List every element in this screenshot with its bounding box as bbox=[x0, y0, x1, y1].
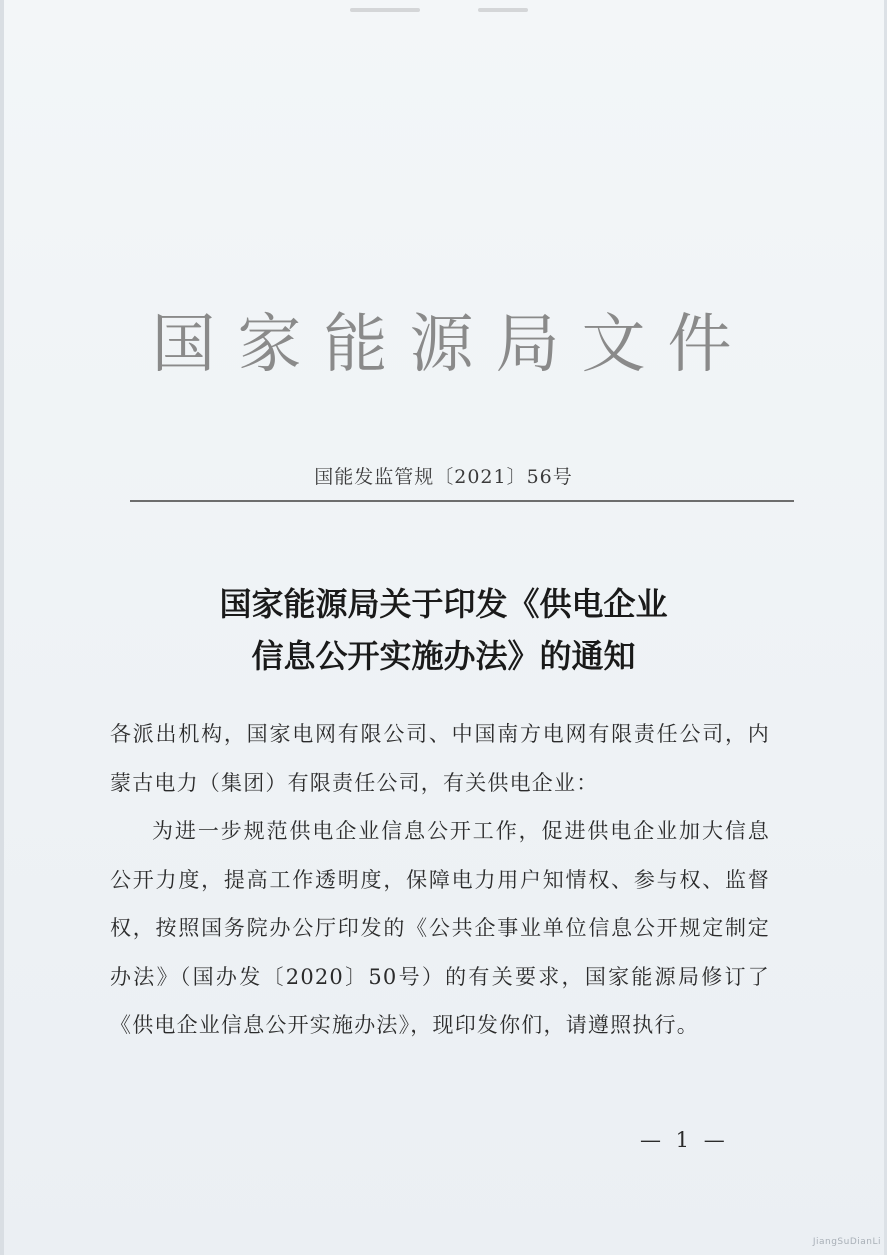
notice-body bbox=[110, 710, 770, 1050]
watermark-text: JiangSuDianLi bbox=[812, 1237, 881, 1247]
scan-smudge bbox=[350, 8, 420, 12]
page-number: — 1 — bbox=[640, 1128, 729, 1152]
issuer-heading: 国家能源局文件 bbox=[151, 308, 754, 382]
body-paragraph: 为进一步规范供电企业信息公开工作，促进供电企业加大信息公开力度，提高工作透明度，保障电力用户知情权、参与权、监督权，按照国务院办公厅印发的《公共企事业单位信息公开规定制定办法》（国办发〔2020〕50号）的有关要求，国家能源局修订了《供电企业信息公开实施办法》，现印发你们，请遵照执行。 bbox=[110, 819, 770, 1037]
header-rule bbox=[130, 500, 794, 502]
scan-smudge bbox=[478, 8, 528, 12]
salutation: 各派出机构，国家电网有限公司、中国南方电网有限责任公司，内蒙古电力（集团）有限责任公司，有关供电企业： bbox=[110, 722, 770, 795]
document-number: 国能发监管规〔2021〕56号 bbox=[314, 466, 573, 488]
notice-title-line-2: 信息公开实施办法》的通知 bbox=[251, 637, 636, 675]
notice-title-line-1: 国家能源局关于印发《供电企业 bbox=[219, 585, 668, 623]
notice-title bbox=[0, 578, 887, 682]
